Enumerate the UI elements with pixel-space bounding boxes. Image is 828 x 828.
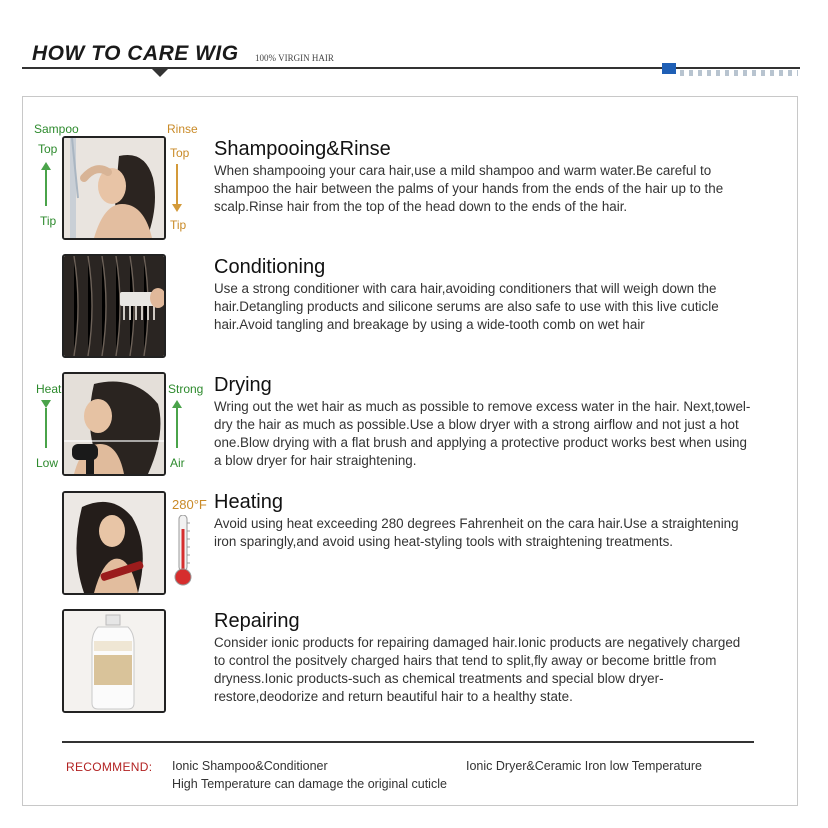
recommend-item-1: Ionic Shampoo&Conditioner bbox=[172, 759, 328, 773]
label-sampoo: Sampoo bbox=[34, 122, 79, 136]
section-body: When shampooing your cara hair,use a mild shampoo and warm water.Be careful to shampoo the hair between the palms of your hands from the ends of the hair up to the scalp.Rinse hair from the top of the head down to the ends of the hair. bbox=[214, 163, 724, 214]
arrow-shaft bbox=[176, 408, 178, 448]
arrow-down-icon bbox=[41, 400, 51, 408]
section-title: Drying bbox=[214, 374, 272, 396]
arrow-up-icon bbox=[172, 400, 182, 408]
arrow-down-shaft bbox=[176, 164, 178, 204]
label-right-tip: Tip bbox=[170, 218, 187, 232]
conditioning-photo bbox=[62, 254, 166, 358]
label-heat: Heat bbox=[36, 382, 62, 396]
page-subtitle: 100% VIRGIN HAIR bbox=[255, 53, 334, 63]
section-title: Shampooing&Rinse bbox=[214, 138, 391, 160]
section-body: Use a strong conditioner with cara hair,avoiding conditioners that will weigh down the hair.Detangling products and silicone serums are also safe to use with this live cuticle hair.Avoid tangling and breakage by using a wide-tooth comb on wet hair bbox=[214, 281, 719, 332]
section-body: Wring out the wet hair as much as possible to remove excess water in the hair. Next,towel-dry the hair as much as possible.Use a blow dryer with a strong airflow and not just a hot one.Blow drying with a flat brush and applying a protective product works best when using a blow dryer for hair straightening. bbox=[214, 399, 751, 468]
header-accent-square-icon bbox=[662, 63, 676, 74]
footer-divider bbox=[62, 741, 754, 743]
repairing-photo bbox=[62, 609, 166, 713]
recommend-item-3: High Temperature can damage the original cuticle bbox=[172, 777, 447, 791]
thermometer-icon bbox=[174, 515, 192, 587]
section-body: Avoid using heat exceeding 280 degrees Fahrenheit on the cara hair.Use a straightening iron sparingly,and avoid using heat-styling tools with straightening treatments. bbox=[214, 516, 739, 549]
label-air: Air bbox=[170, 456, 185, 470]
arrow-up-icon bbox=[41, 162, 51, 170]
section-title: Heating bbox=[214, 491, 283, 513]
arrow-down-icon bbox=[172, 204, 182, 212]
label-low: Low bbox=[36, 456, 59, 470]
section-title: Repairing bbox=[214, 610, 300, 632]
section-body: Consider ionic products for repairing damaged hair.Ionic products are negatively charged to control the positvely charged hairs that tend to split,fly away or become brittle from dryness.Ionic products-such as chemical treatments and special blow dryer-restore,deodorize and return beautiful hair to a healthy state. bbox=[214, 635, 741, 704]
shampoo-photo bbox=[62, 136, 166, 240]
label-left-top: Top bbox=[38, 142, 58, 156]
recommend-label: RECOMMEND: bbox=[66, 760, 153, 774]
header-divider bbox=[22, 67, 800, 69]
drying-photo bbox=[62, 372, 166, 476]
header-dots-decoration bbox=[680, 70, 798, 76]
recommend-item-2: Ionic Dryer&Ceramic Iron low Temperature bbox=[466, 759, 702, 773]
label-rinse: Rinse bbox=[167, 122, 198, 136]
label-strong: Strong bbox=[168, 382, 204, 396]
section-title: Conditioning bbox=[214, 256, 326, 278]
heating-photo bbox=[62, 491, 166, 595]
label-right-top: Top bbox=[170, 146, 190, 160]
arrow-up-shaft bbox=[45, 170, 47, 206]
page-header bbox=[22, 40, 802, 80]
page-title: HOW TO CARE WIG bbox=[32, 42, 239, 65]
label-temperature: 280°F bbox=[172, 497, 207, 512]
label-left-tip: Tip bbox=[40, 214, 57, 228]
arrow-shaft bbox=[45, 408, 47, 448]
header-notch-icon bbox=[152, 69, 168, 77]
